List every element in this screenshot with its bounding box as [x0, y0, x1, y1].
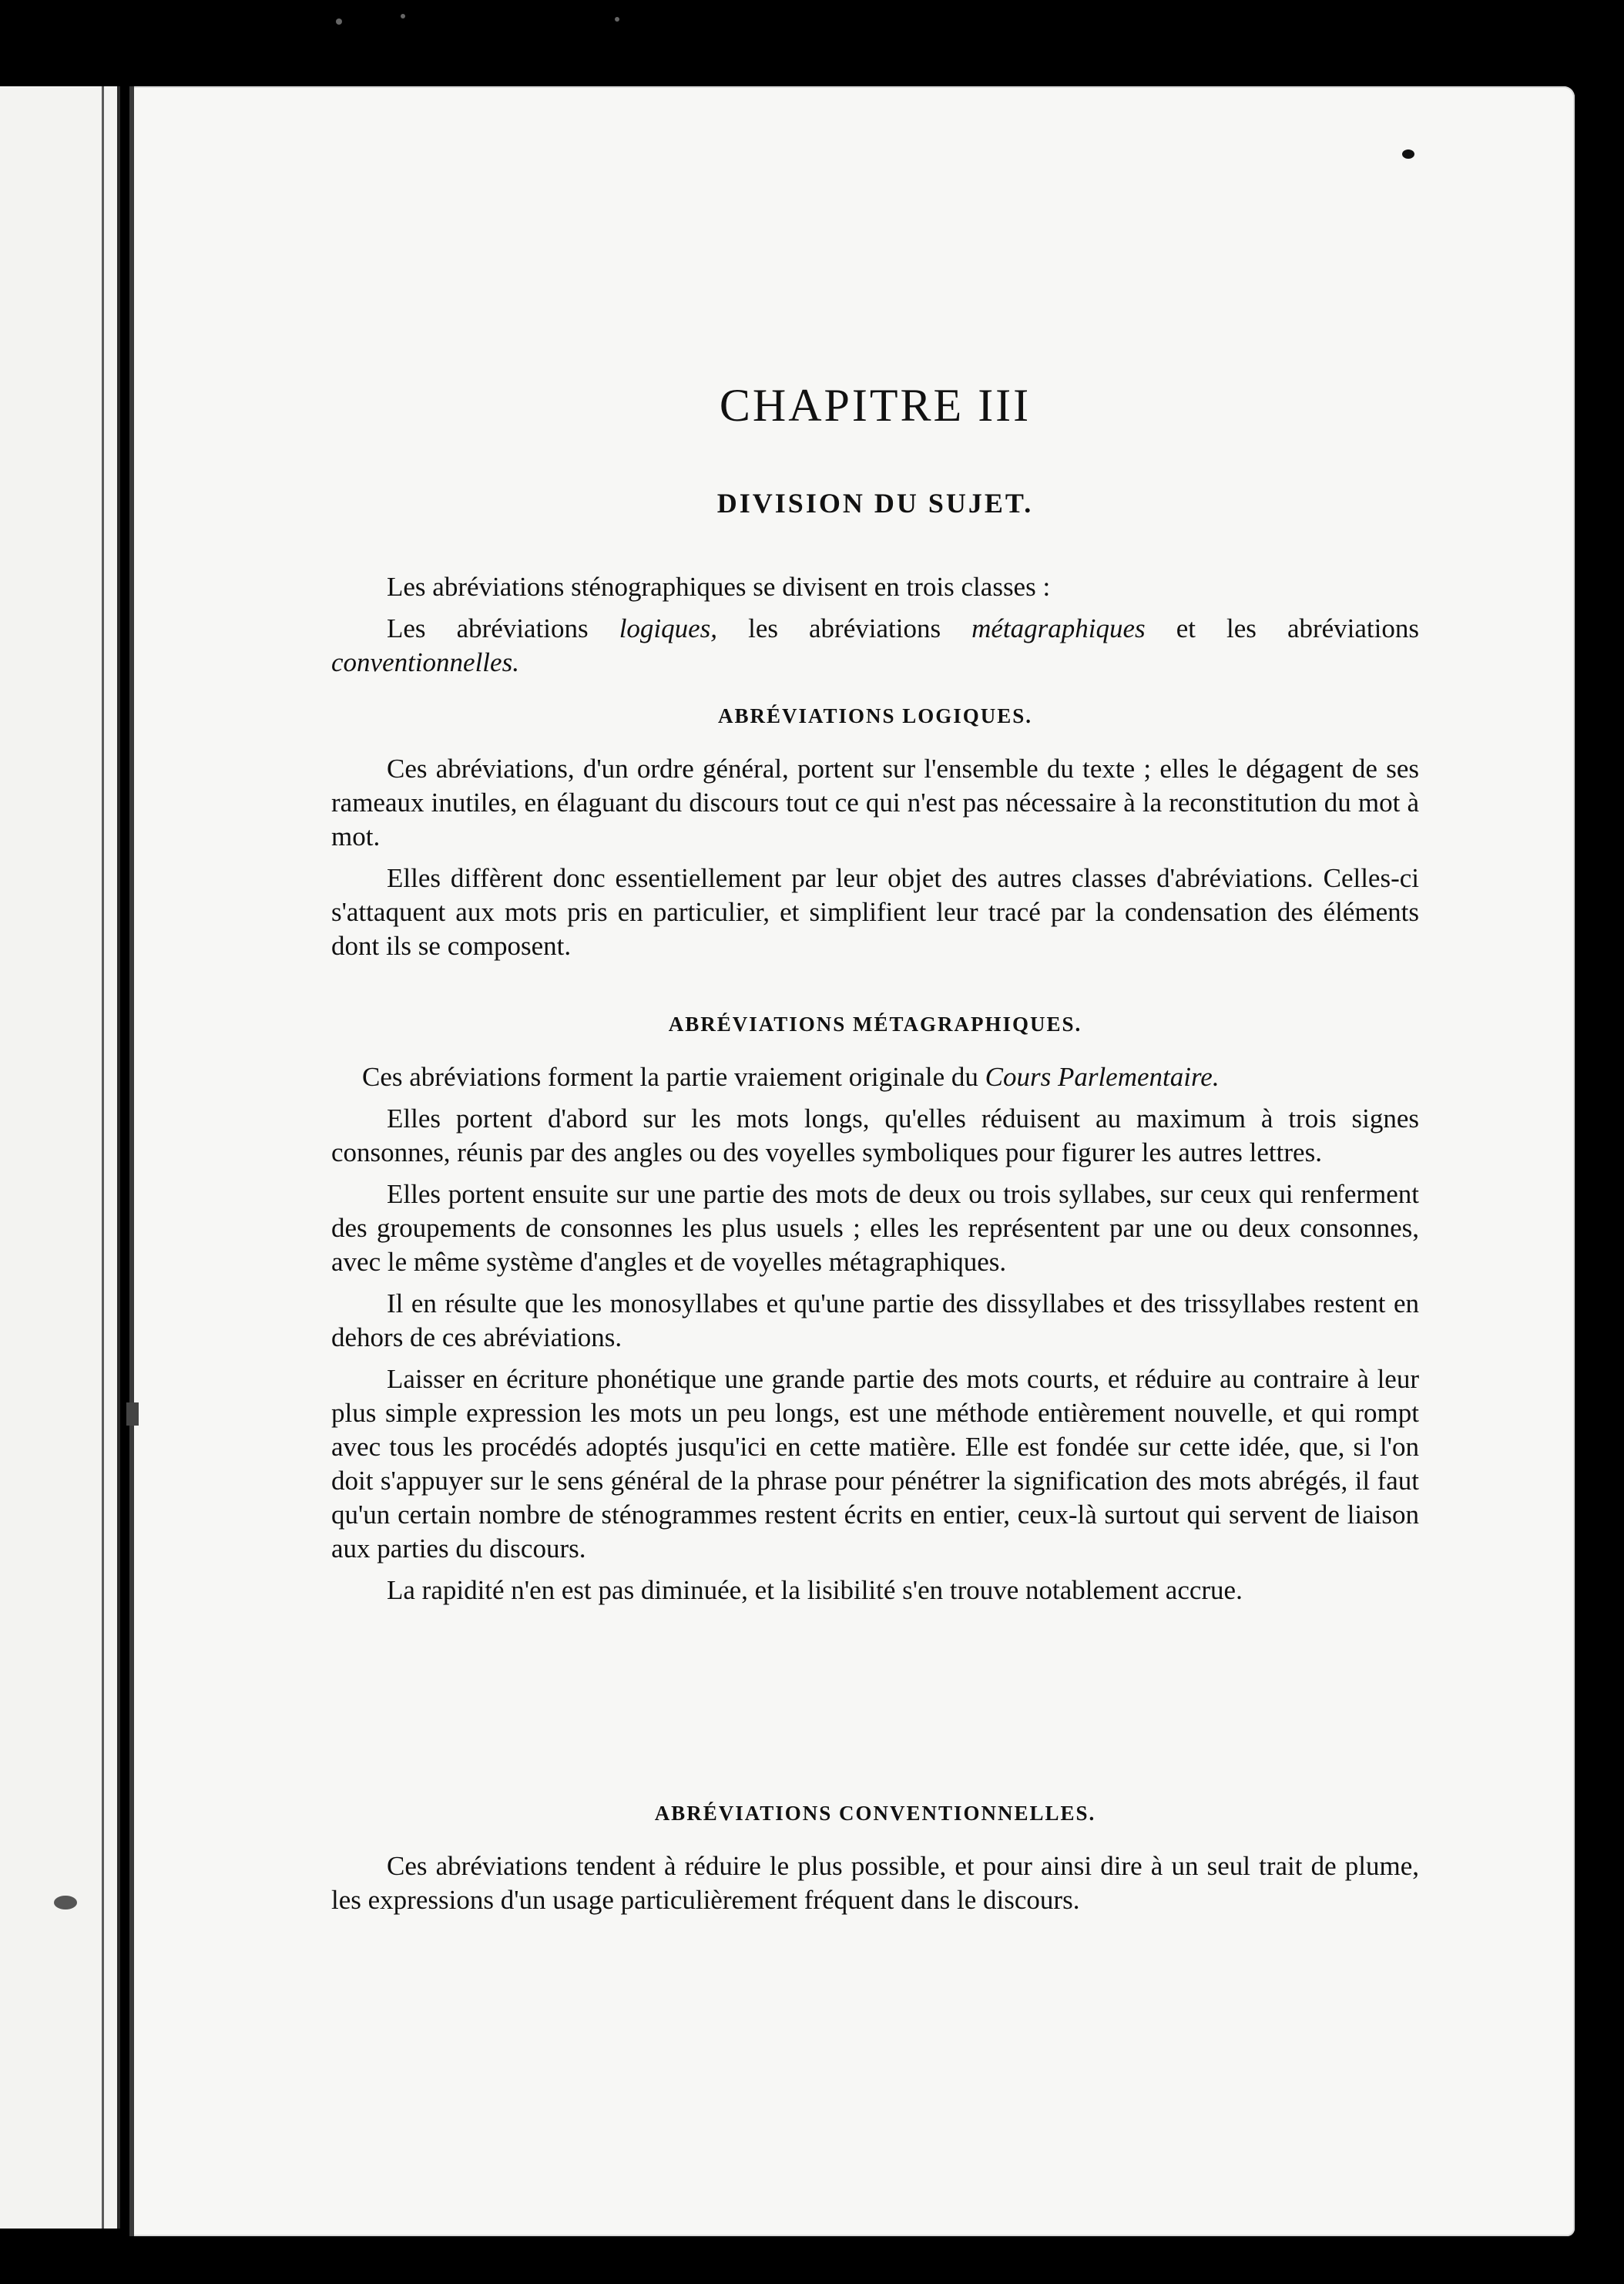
film-dust-speck	[615, 17, 619, 22]
heading-logiques: ABRÉVIATIONS LOGIQUES.	[717, 704, 1033, 727]
logiques-paragraph-1: Ces abréviations, d'un ordre général, portent sur l'ensemble du texte ; elles le dégagent de ses rameaux inutiles, en élaguant du discours tout ce qui n'est pas nécessaire à la reconstitution du mot à mot.	[331, 754, 1419, 851]
intro-text: les abréviations	[717, 613, 972, 643]
intro-text: Les abréviations	[387, 613, 619, 643]
page-binding-edge	[129, 86, 134, 2236]
metagraphiques-paragraph-6: La rapidité n'en est pas diminuée, et la lisibilité s'en trouve notablement accrue.	[387, 1575, 1243, 1605]
chapter-subtitle: DIVISION DU SUJET.	[716, 488, 1034, 519]
intro-block	[331, 570, 1419, 680]
intro-text: et les abréviations	[1145, 613, 1419, 643]
chapter-title: CHAPITRE III	[719, 380, 1032, 431]
metagraphiques-text: Ces abréviations forment la partie vraiement originale du	[362, 1062, 985, 1092]
intro-paragraph-2	[331, 612, 1419, 680]
ink-blot	[54, 1896, 77, 1909]
logiques-block	[331, 752, 1419, 963]
binding-notch	[126, 1402, 139, 1426]
metagraphiques-paragraph-5: Laisser en écriture phonétique une grande partie des mots courts, et réduire au contraire à leur plus simple expression les mots un peu longs, est une méthode entièrement nouvelle, et qui rompt avec tous les procédés adoptés jusqu'ici en cette matière. Elle est fondée sur cette idée, que, si l'on doit s'appuyer sur le sens général de la phrase pour pénétrer la signification des mots abrégés, il faut qu'un certain nombre de sténogrammes restent écrits en entier, ceux-là surtout qui servent de liaison aux parties du discours.	[331, 1364, 1419, 1564]
gutter-line	[102, 86, 104, 2229]
intro-paragraph-1: Les abréviations sténographiques se divisent en trois classes :	[387, 572, 1051, 602]
facing-page-edge	[0, 86, 120, 2229]
cours-parlementaire-title: Cours Parlementaire.	[985, 1062, 1220, 1092]
metagraphiques-paragraph-1	[331, 1060, 1419, 1094]
conventionnelles-block	[331, 1849, 1419, 1917]
film-dust-speck	[401, 14, 405, 18]
conventionnelles-paragraph-1: Ces abréviations tendent à réduire le plus possible, et pour ainsi dire à un seul trait de plume, les expressions d'un usage particulièrement fréquent dans le discours.	[331, 1851, 1419, 1915]
ink-speck	[1402, 149, 1414, 159]
metagraphiques-paragraph-4: Il en résulte que les monosyllabes et qu'une partie des dissyllabes et des trissyllabes restent en dehors de ces abréviations.	[331, 1288, 1419, 1352]
metagraphiques-block	[331, 1060, 1419, 1607]
heading-conventionnelles: ABRÉVIATIONS CONVENTIONNELLES.	[654, 1802, 1096, 1825]
metagraphiques-paragraph-3: Elles portent ensuite sur une partie des mots de deux ou trois syllabes, sur ceux qui renferment des groupements de consonnes les plus usuels ; elles les représentent par une ou deux consonnes, avec le même système d'angles et de voyelles métagraphiques.	[331, 1179, 1419, 1277]
book-page	[129, 86, 1575, 2236]
term-conventionnelles: conventionnelles.	[331, 647, 519, 677]
term-metagraphiques: métagraphiques	[971, 613, 1146, 643]
film-dust-speck	[336, 18, 342, 25]
heading-metagraphiques: ABRÉVIATIONS MÉTAGRAPHIQUES.	[668, 1013, 1082, 1036]
logiques-paragraph-2: Elles diffèrent donc essentiellement par leur objet des autres classes d'abréviations. Celles-ci s'attaquent aux mots pris en particulier, et simplifient leur tracé par la condensation des éléments dont ils se composent.	[331, 863, 1419, 961]
metagraphiques-paragraph-2: Elles portent d'abord sur les mots longs, qu'elles réduisent au maximum à trois signes consonnes, réunis par des angles ou des voyelles symboliques pour figurer les autres lettres.	[331, 1103, 1419, 1167]
term-logiques: logiques,	[619, 613, 718, 643]
